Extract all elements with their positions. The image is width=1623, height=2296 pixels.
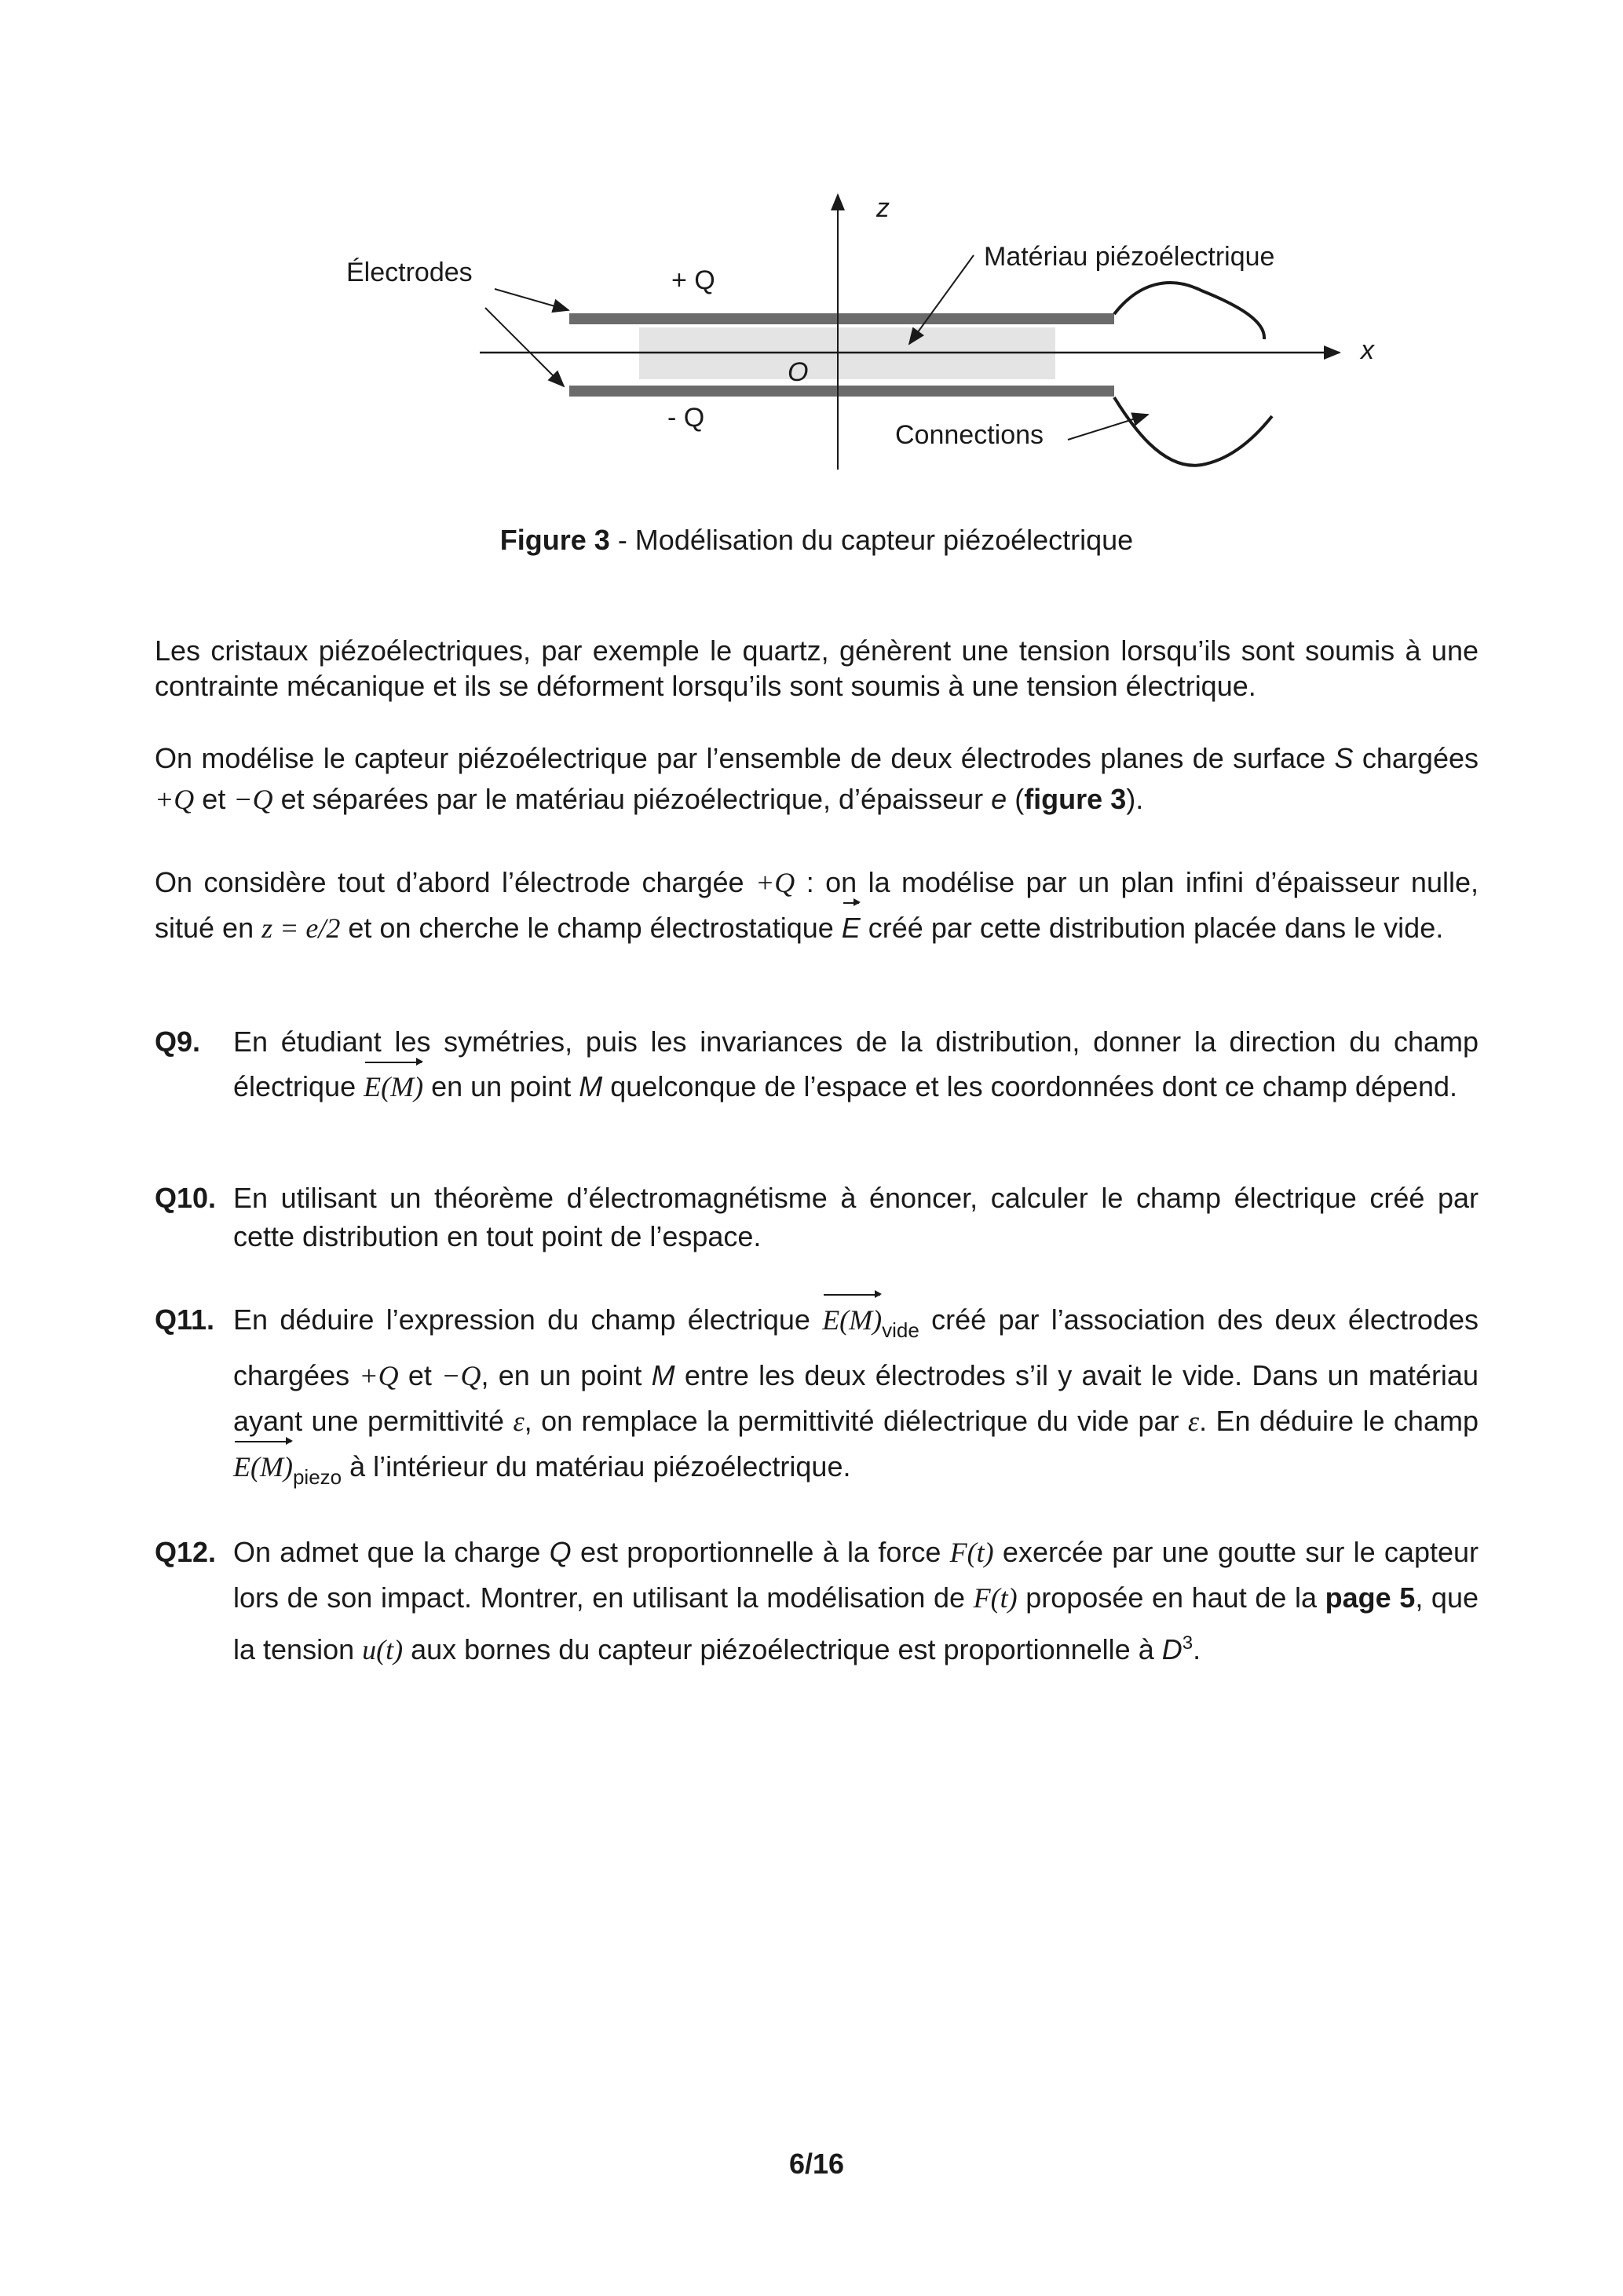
question-q12 [155, 1530, 1479, 1673]
math-z-equation: z = e/2 [261, 912, 341, 944]
figure-reference: figure 3 [1024, 783, 1127, 815]
math-D: D [1161, 1633, 1183, 1665]
subscript-piezo: piezo [292, 1465, 342, 1489]
subscript-vide: vide [882, 1318, 919, 1342]
bottom-connection-wire [1114, 397, 1272, 466]
text: aux bornes du capteur piézoélectrique est proportionnelle à [403, 1633, 1162, 1665]
question-q9 [155, 1019, 1479, 1110]
math-e: e [991, 783, 1007, 815]
math-u-t: u(t) [362, 1634, 404, 1665]
paragraph-model [155, 738, 1479, 820]
math-plus-q: +Q [755, 867, 795, 898]
text: . [1193, 1633, 1201, 1665]
page-number: 6/16 [788, 2148, 845, 2180]
text: On modélise le capteur piézoélectrique par l’ensemble de deux électrodes planes de surface [155, 742, 1335, 774]
text: , en un point [481, 1359, 652, 1391]
text: est proportionnelle à la force [571, 1536, 950, 1568]
paragraph-electrode [155, 860, 1479, 951]
text: : on la modélise par un plan infini d’épaisseur nulle, situé en [155, 866, 1479, 944]
paragraph-intro: Les cristaux piézoélectriques, par exemple le quartz, génèrent une tension lorsqu’ils sont soumis à une contrainte mécanique et ils se déforment lorsqu’ils sont soumis à une tension électrique. [155, 634, 1479, 702]
text: quelconque de l’espace et les coordonnées dont ce champ dépend. [602, 1070, 1458, 1102]
text: , que la tension [233, 1581, 1479, 1665]
top-connection-wire [1114, 283, 1264, 339]
text: En étudiant les symétries, puis les invariances de la distribution, donner la direction du champ électrique [233, 1026, 1479, 1102]
figure-caption-number: Figure 3 [499, 524, 610, 556]
text: créé par l’association des deux électrodes chargées [233, 1303, 1479, 1391]
math-M: M [651, 1359, 675, 1391]
math-epsilon: ε [1187, 1406, 1200, 1437]
question-number: Q11. [155, 1303, 215, 1336]
math-plus-q: +Q [155, 784, 195, 815]
text: à l’intérieur du matériau piézoélectrique. [342, 1450, 851, 1483]
math-epsilon: ε [513, 1406, 525, 1437]
page-reference: page 5 [1325, 1581, 1416, 1614]
electrodes-label: Électrodes [346, 258, 473, 287]
question-q11 [155, 1297, 1479, 1500]
z-axis-label: z [876, 193, 890, 223]
text: et on cherche le champ électrostatique [340, 912, 842, 944]
text: On considère tout d’abord l’électrode chargée [155, 866, 755, 898]
question-number: Q10. [155, 1182, 217, 1214]
electrode-pointer-arrow-bottom [485, 308, 564, 386]
text: en un point [423, 1070, 579, 1102]
bottom-electrode [569, 386, 1114, 397]
text: On admet que la charge [233, 1536, 550, 1568]
text: entre les deux électrodes s’il y avait le vide. Dans un matériau ayant une permittivité [233, 1359, 1479, 1437]
math-minus-q: −Q [233, 784, 273, 815]
minus-q-label: - Q [667, 403, 705, 433]
plus-q-label: + Q [671, 265, 715, 295]
text: ). [1126, 783, 1144, 815]
math-vector-E-M-piezo: E(M) [233, 1444, 293, 1490]
figure-3-piezo-sensor-diagram [0, 0, 1623, 503]
top-electrode [569, 313, 1114, 324]
figure-caption [0, 524, 1623, 557]
figure-caption-text: - Modélisation du capteur piézoélectrique [609, 524, 1134, 556]
text: et [194, 783, 234, 815]
connections-label: Connections [895, 420, 1044, 450]
text: , on remplace la permittivité diélectrique du vide par [524, 1405, 1188, 1437]
origin-label: O [788, 357, 809, 387]
math-minus-q: −Q [441, 1360, 481, 1391]
math-F-t: F(t) [973, 1582, 1018, 1614]
text: exercée par une goutte sur le capteur lors de son impact. Montrer, en utilisant la modélisation de [233, 1536, 1479, 1614]
math-plus-q: +Q [359, 1360, 399, 1391]
math-Q: Q [549, 1536, 572, 1568]
math-S: S [1334, 742, 1354, 774]
math-F-t: F(t) [949, 1537, 994, 1568]
text: et séparées par le matériau piézoélectrique, d’épaisseur [272, 783, 992, 815]
question-q10 [155, 1179, 1479, 1256]
text: . En déduire le champ [1199, 1405, 1479, 1437]
text: ( [1007, 783, 1025, 815]
text: créé par cette distribution placée dans le vide. [860, 912, 1444, 944]
x-axis-label: x [1361, 335, 1374, 365]
text: et [398, 1359, 442, 1391]
math-vector-E-M-vide: E(M) [822, 1297, 882, 1343]
material-label: Matériau piézoélectrique [984, 242, 1275, 272]
text: chargées [1353, 742, 1479, 774]
question-number: Q12. [155, 1536, 217, 1568]
text: En déduire l’expression du champ électrique [233, 1303, 823, 1336]
exponent: 3 [1182, 1632, 1193, 1654]
math-M: M [579, 1070, 603, 1102]
question-number: Q9. [155, 1026, 201, 1058]
math-vector-E: E [842, 905, 861, 951]
text: proposée en haut de la [1017, 1581, 1325, 1614]
electrode-pointer-arrow-top [495, 289, 568, 310]
math-vector-E-M: E(M) [364, 1065, 423, 1110]
question-text: En utilisant un théorème d’électromagnétisme à énoncer, calculer le champ électrique créé par cette distribution en tout point de l’espace. [233, 1182, 1479, 1252]
